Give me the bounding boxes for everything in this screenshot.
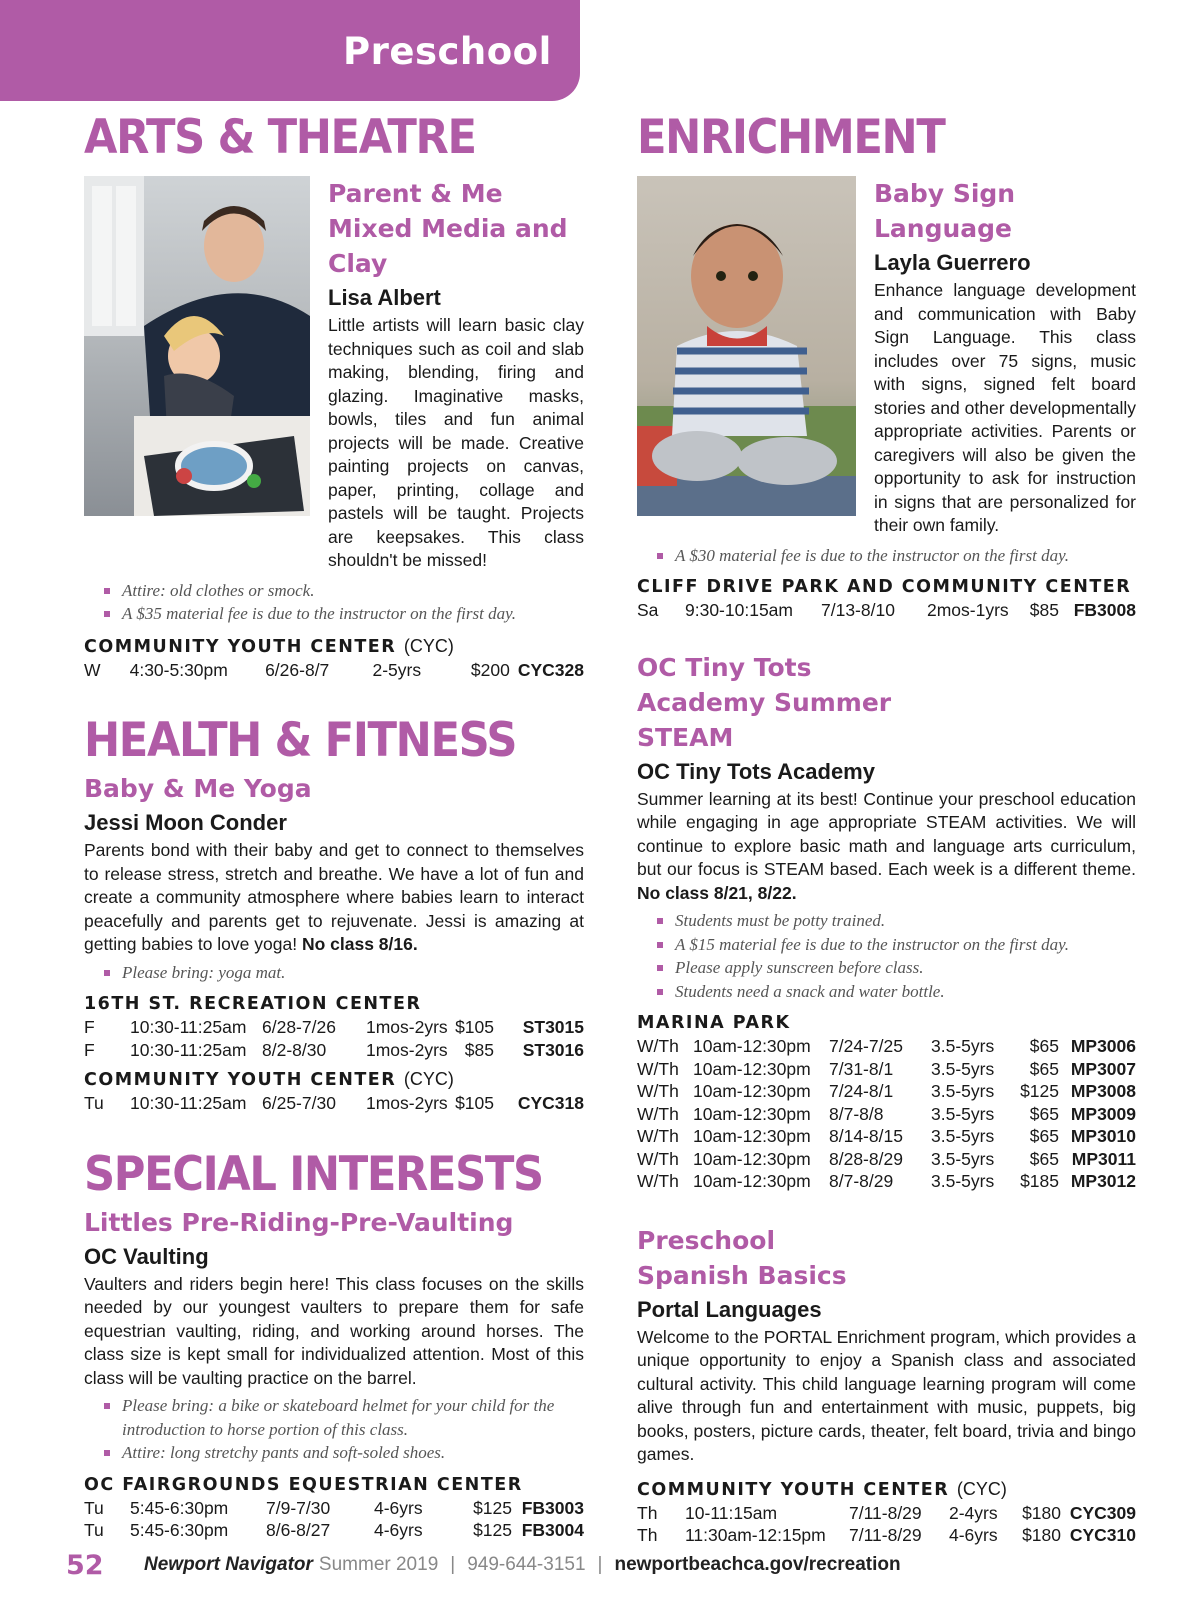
note-item: Students must be potty trained. [657, 909, 1136, 933]
dates: 8/7-8/29 [829, 1171, 894, 1191]
schedule-row [84, 1016, 584, 1039]
schedule-row [84, 1039, 584, 1062]
dates: 6/25-7/30 [262, 1093, 336, 1113]
time: 10:30-11:25am [130, 1093, 247, 1113]
description-text: Summer learning at its best! Continue your preschool education while engaging in age appropriate STEAM activities. We will continue to explore basic math and language arts curriculum, but our focus is STEAM based. Each week is a different theme. [637, 788, 1136, 879]
fee: $65 [1029, 1103, 1059, 1124]
note-item: Please apply sunscreen before class. [657, 956, 1136, 980]
location-name: 16TH ST. RECREATION CENTER [84, 994, 422, 1014]
fee: $105 [455, 1017, 494, 1037]
page-footer [66, 1545, 1166, 1585]
location-name: COMMUNITY YOUTH CENTER [84, 1070, 397, 1090]
day: Th [637, 1502, 658, 1523]
schedule-row [637, 1148, 1136, 1171]
course-code: FB3008 [1073, 600, 1136, 620]
note-item: A $30 material fee is due to the instructor on the first day. [657, 544, 1136, 568]
course-title: OC Tiny Tots Academy Summer STEAM [637, 652, 892, 752]
course-code: CYC310 [1069, 1525, 1136, 1545]
ages: 3.5-5yrs [931, 1036, 995, 1056]
schedule-row [637, 1080, 1136, 1103]
course-description: Welcome to the PORTAL Enrichment program, which provides a unique opportunity to enjoy a Spanish class and associated cultural activity. This child language learning program will come alive through fun and entertainment with music, puppets, big books, posters, picture cards, theater, felt board, trivia and bingo games. [637, 1326, 1136, 1464]
day: W/Th [637, 1058, 679, 1079]
publication-season: Summer 2019 [318, 1554, 439, 1575]
note-item: Attire: long stretchy pants and soft-soled shoes. [104, 1441, 584, 1465]
day: W [84, 659, 101, 680]
footer-separator: | [450, 1554, 456, 1575]
time: 10am-12:30pm [693, 1036, 811, 1056]
dates: 8/6-8/27 [266, 1520, 331, 1540]
course-description [637, 788, 1136, 906]
schedule-table [84, 1092, 584, 1115]
course-code: MP3011 [1071, 1148, 1136, 1169]
location-heading [637, 575, 1136, 599]
schedule-table [637, 1035, 1136, 1193]
day: Tu [84, 1497, 104, 1518]
dates: 8/2-8/30 [262, 1039, 327, 1060]
location-name: OC FAIRGROUNDS EQUESTRIAN CENTER [84, 1474, 523, 1495]
footer-separator: | [597, 1554, 603, 1575]
website-link[interactable]: newportbeachca.gov/recreation [614, 1554, 901, 1575]
day: Sa [637, 600, 659, 620]
fee: $85 [464, 1039, 494, 1060]
ages: 2-4yrs [949, 1502, 998, 1523]
section-heading-enrichment: ENRICHMENT [637, 110, 945, 165]
section-heading-special: SPECIAL INTERESTS [84, 1146, 543, 1202]
course-title: Baby Sign Language [874, 179, 1016, 243]
day: F [84, 1017, 95, 1037]
course-code: MP3010 [1070, 1126, 1136, 1146]
instructor-name: Portal Languages [637, 1296, 822, 1322]
ages: 4-6yrs [374, 1497, 423, 1518]
course-title: Preschool Spanish Basics [637, 1225, 847, 1290]
course-code: ST3016 [522, 1039, 584, 1060]
schedule-row [637, 599, 1136, 622]
schedule-row [637, 1524, 1136, 1547]
course-body [328, 176, 584, 573]
course-notes [104, 961, 584, 985]
left-column [84, 108, 584, 1542]
ages: 4-6yrs [949, 1525, 998, 1545]
fee: $200 [470, 659, 510, 680]
time: 10-11:15am [685, 1502, 778, 1523]
course-code: FB3003 [521, 1497, 584, 1518]
day: F [84, 1039, 95, 1060]
note-item: Please bring: a bike or skateboard helmet for your child for the introduction to horse portion of this class. [104, 1394, 584, 1441]
page-number: 52 [66, 1549, 104, 1581]
location-heading [637, 1011, 1136, 1035]
schedule-table [84, 659, 584, 682]
dates: 6/26-8/7 [265, 659, 330, 680]
day: W/Th [637, 1036, 679, 1056]
dates: 7/24-8/1 [829, 1081, 894, 1101]
day: Th [637, 1525, 658, 1545]
course-notes [104, 579, 584, 626]
day: Tu [84, 1520, 104, 1540]
section-tab [0, 0, 580, 101]
schedule-table [84, 1016, 584, 1061]
section-tab-title: Preschool [343, 30, 552, 73]
schedule-row [637, 1125, 1136, 1148]
day: W/Th [637, 1103, 679, 1124]
dates: 7/9-7/30 [266, 1497, 331, 1518]
fee: $180 [1022, 1525, 1061, 1545]
course-code: MP3007 [1070, 1058, 1136, 1079]
fee: $65 [1029, 1126, 1059, 1146]
fee: $65 [1029, 1148, 1059, 1169]
dates: 7/24-7/25 [829, 1036, 903, 1056]
time: 10am-12:30pm [693, 1148, 811, 1169]
course-parent-me-clay [84, 176, 584, 573]
course-code: CYC328 [517, 659, 584, 680]
description-bold: No class 8/21, 8/22. [637, 882, 797, 903]
location-heading [84, 992, 584, 1016]
section-heading-arts: ARTS & THEATRE [84, 110, 476, 165]
course-title: Baby & Me Yoga [84, 774, 312, 803]
fee: $65 [1029, 1036, 1059, 1056]
course-photo-parent-child-art [84, 176, 310, 516]
course-code: MP3006 [1070, 1036, 1136, 1056]
fee: $125 [473, 1497, 512, 1518]
ages: 3.5-5yrs [931, 1171, 995, 1191]
day: W/Th [637, 1126, 679, 1146]
course-description [84, 839, 584, 957]
location-heading [84, 1473, 584, 1497]
schedule-table [637, 599, 1136, 622]
schedule-row [637, 1170, 1136, 1193]
course-code: CYC318 [517, 1093, 584, 1113]
location-name: CLIFF DRIVE PARK AND COMMUNITY CENTER [637, 577, 1132, 597]
course-notes [657, 544, 1136, 568]
note-item: Students need a snack and water bottle. [657, 980, 1136, 1004]
time: 10am-12:30pm [693, 1103, 811, 1124]
schedule-row [84, 1497, 584, 1520]
instructor-name: Lisa Albert [328, 285, 441, 310]
instructor-name: Layla Guerrero [874, 250, 1031, 275]
schedule-table [84, 1497, 584, 1542]
location-abbr: (CYC) [403, 635, 454, 656]
day: W/Th [637, 1171, 679, 1191]
location-name: MARINA PARK [637, 1013, 791, 1033]
ages: 4-6yrs [374, 1520, 423, 1540]
time: 10:30-11:25am [130, 1017, 247, 1037]
location-heading [84, 634, 584, 659]
course-photo-baby-sitting [637, 176, 856, 516]
location-abbr: (CYC) [403, 1069, 454, 1089]
location-name: COMMUNITY YOUTH CENTER [84, 636, 397, 657]
fee: $125 [473, 1520, 512, 1540]
course-description: Little artists will learn basic clay techniques such as coil and slab making, blending, firing and glazing. Imaginative masks, bowls, tiles and fun animal projects will be made. Creative painting projects on canvas, paper, printing, collage and pastels will be taught. Projects are keepsakes. This class shouldn't be missed! [328, 315, 584, 570]
course-description: Enhance language development and communication with Baby Sign Language. This class includes over 75 signs, music with signs, signed felt board stories and other developmentally appropriate activities. Parents or caregivers will also be given the opportunity to ask for instruction in signs that are personalized for their own family. [874, 280, 1136, 535]
course-code: MP3012 [1070, 1171, 1136, 1191]
dates: 7/31-8/1 [829, 1058, 894, 1079]
schedule-row [84, 659, 584, 682]
location-abbr: (CYC) [956, 1478, 1007, 1499]
description-bold: No class 8/16. [301, 934, 418, 954]
ages: 2mos-1yrs [927, 600, 1009, 620]
ages: 3.5-5yrs [931, 1103, 995, 1124]
ages: 1mos-2yrs [366, 1017, 448, 1037]
instructor-name: OC Tiny Tots Academy [637, 758, 875, 784]
ages: 3.5-5yrs [931, 1081, 995, 1101]
course-code: MP3008 [1070, 1081, 1136, 1101]
fee: $85 [1029, 600, 1059, 620]
schedule-table [637, 1502, 1136, 1547]
note-item: A $15 material fee is due to the instructor on the first day. [657, 933, 1136, 957]
time: 9:30-10:15am [685, 600, 793, 620]
schedule-row [637, 1035, 1136, 1058]
fee: $185 [1020, 1171, 1059, 1191]
ages: 1mos-2yrs [366, 1039, 448, 1060]
course-title: Littles Pre-Riding-Pre-Vaulting [84, 1207, 514, 1237]
day: Tu [84, 1093, 104, 1113]
location-heading [84, 1067, 584, 1092]
note-item: Attire: old clothes or smock. [104, 579, 584, 603]
instructor-name: OC Vaulting [84, 1243, 209, 1269]
time: 5:45-6:30pm [130, 1520, 229, 1540]
schedule-row [637, 1502, 1136, 1525]
schedule-row [637, 1103, 1136, 1126]
dates: 7/11-8/29 [849, 1525, 922, 1545]
fee: $65 [1029, 1058, 1059, 1079]
time: 11:30am-12:15pm [685, 1525, 826, 1545]
time: 5:45-6:30pm [130, 1497, 229, 1518]
note-item: Please bring: yoga mat. [104, 961, 584, 985]
note-item: A $35 material fee is due to the instructor on the first day. [104, 602, 584, 626]
course-body [874, 176, 1136, 538]
time: 10am-12:30pm [693, 1126, 811, 1146]
fee: $125 [1020, 1081, 1059, 1101]
phone-number: 949-644-3151 [467, 1554, 586, 1575]
time: 10am-12:30pm [693, 1081, 811, 1101]
dates: 7/11-8/29 [849, 1502, 922, 1523]
section-heading-health: HEALTH & FITNESS [84, 713, 517, 768]
ages: 1mos-2yrs [366, 1093, 448, 1113]
day: W/Th [637, 1148, 679, 1169]
time: 10:30-11:25am [130, 1039, 247, 1060]
course-title: Parent & Me Mixed Media and Clay [328, 179, 568, 278]
time: 10am-12:30pm [693, 1058, 811, 1079]
schedule-row [84, 1519, 584, 1542]
course-baby-sign [637, 176, 1136, 538]
dates: 8/14-8/15 [829, 1126, 903, 1146]
ages: 2-5yrs [372, 659, 422, 680]
course-notes [657, 909, 1136, 1003]
location-heading [637, 1477, 1136, 1502]
right-column [637, 108, 1136, 1547]
course-code: FB3004 [521, 1520, 584, 1540]
schedule-row [637, 1058, 1136, 1081]
time: 4:30-5:30pm [129, 659, 228, 680]
fee: $180 [1022, 1502, 1061, 1523]
publication-name: Newport Navigator [144, 1554, 313, 1575]
ages: 3.5-5yrs [931, 1126, 995, 1146]
dates: 8/28-8/29 [829, 1148, 903, 1169]
dates: 6/28-7/26 [262, 1017, 336, 1037]
course-description: Vaulters and riders begin here! This class focuses on the skills needed by our youngest vaulters to prepare them for safe equestrian vaulting, riding, and working around horses. The class size is kept small for individualized attention. Most of this class will be vaulting practice on the barrel. [84, 1273, 584, 1388]
course-notes [104, 1394, 584, 1465]
ages: 3.5-5yrs [931, 1148, 995, 1169]
dates: 8/7-8/8 [829, 1103, 884, 1124]
day: W/Th [637, 1081, 679, 1101]
dates: 7/13-8/10 [821, 600, 895, 620]
description-text: Parents bond with their baby and get to connect to themselves to release stress, stretch and breathe. We have a lot of fun and create a community atmosphere where babies learn to interact peacefully and parents get to rejuvenate. Jessi is amazing at getting babies to love yoga! [84, 840, 584, 954]
instructor-name: Jessi Moon Conder [84, 810, 287, 835]
time: 10am-12:30pm [693, 1171, 811, 1191]
course-code: MP3009 [1070, 1103, 1136, 1124]
ages: 3.5-5yrs [931, 1058, 995, 1079]
location-name: COMMUNITY YOUTH CENTER [637, 1479, 950, 1500]
course-code: ST3015 [522, 1017, 584, 1037]
course-code: CYC309 [1069, 1502, 1136, 1523]
fee: $105 [455, 1093, 494, 1113]
schedule-row [84, 1092, 584, 1115]
